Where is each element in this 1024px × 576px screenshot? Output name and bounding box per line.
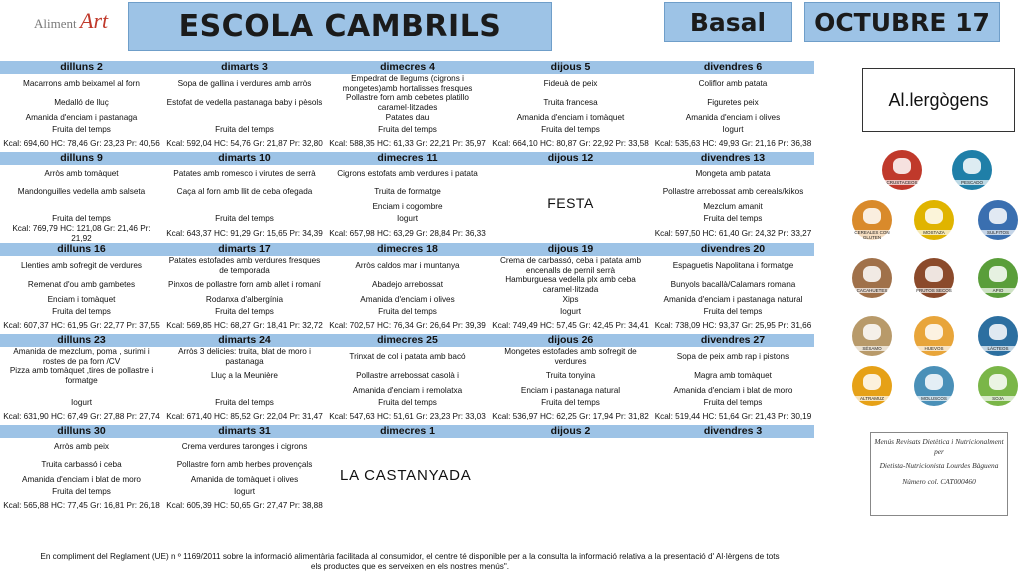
nut-icon (914, 258, 954, 298)
egg-icon (914, 316, 954, 356)
dish-cell: Mongetes estofades amb sofregit de verdures (504, 347, 637, 366)
event-label: LA CASTANYADA (340, 467, 472, 485)
milk-icon (978, 316, 1018, 356)
menu-row (0, 397, 814, 408)
day-header: dimecres 4 (326, 61, 489, 74)
nutrition-cell: Kcal: 605,39 HC: 50,65 Gr: 27,47 Pr: 38,88 (166, 500, 323, 510)
soy-icon (978, 366, 1018, 406)
dish-cell: Pollastre forn amb cebetes platillo caramel·litzades (346, 93, 469, 112)
menu-row (0, 385, 814, 397)
day-header: dijous 2 (489, 425, 652, 438)
shrimp-icon (882, 150, 922, 190)
dish-cell: Patates amb romesco i virutes de serrà (173, 169, 316, 179)
dish-cell: Iogurt (560, 306, 581, 316)
menu-row (0, 347, 814, 366)
icon-glyph (925, 266, 943, 282)
dish-cell: Mezclum amanit (703, 202, 763, 212)
menu-row (0, 317, 814, 334)
icon-glyph (863, 208, 881, 224)
day-header: divendres 27 (652, 334, 814, 347)
dish-cell: Fruita del temps (703, 306, 763, 316)
dish-cell: Mandonguilles vedella amb salseta (17, 187, 146, 197)
dish-cell: Figuretes peix (707, 97, 759, 107)
dish-cell: Patates estofades amb verdures fresques de temporada (168, 256, 321, 275)
icon-glyph (925, 374, 943, 390)
dish-cell: Abadejo arrebossat (371, 279, 443, 289)
dish-cell: Fruita del temps (52, 306, 111, 316)
dish-cell: Lluç a la Meunière (211, 370, 278, 380)
allergen-label: CEREALES CON GLUTEN (846, 230, 898, 240)
weekly-menu-table (0, 61, 814, 514)
nutrition-cell: Kcal: 547,63 HC: 51,61 Gr: 23,23 Pr: 33,03 (329, 411, 486, 421)
dish-cell: Amanida d'enciam i olives (685, 113, 781, 123)
dish-cell: Fruita del temps (215, 213, 274, 223)
dish-cell: Fruita del temps (703, 397, 763, 407)
icon-glyph (989, 324, 1007, 340)
menu-row (0, 183, 814, 201)
dish-cell (163, 112, 326, 124)
dish-cell: Macarrons amb beixamel al forn (23, 78, 140, 88)
menu-row (0, 306, 814, 317)
nutrition-cell: Kcal: 749,49 HC: 57,45 Gr: 42,45 Pr: 34,41 (492, 320, 649, 330)
allergen-label: SÉSAMO (846, 346, 898, 351)
dish-cell: Amanida de tomàquet i olives (190, 475, 299, 485)
nutrition-cell: Kcal: 592,04 HC: 54,76 Gr: 21,87 Pr: 32,80 (166, 138, 323, 148)
dish-cell: Arròs caldos mar i muntanya (355, 260, 460, 270)
dish-cell: Amanida d'enciam i blat de moro (673, 386, 793, 396)
menu-row (0, 224, 814, 243)
menu-row (0, 135, 814, 152)
day-header: dimecres 25 (326, 334, 489, 347)
day-header: dimarts 10 (163, 152, 326, 165)
allergen-label: ALTRAMUZ (846, 396, 898, 401)
nutrition-cell: Kcal: 769,79 HC: 121,08 Gr: 21,46 Pr: 21,92 (12, 224, 151, 243)
dish-cell: Patates dau (385, 113, 430, 123)
dish-cell (0, 201, 163, 213)
day-header: dimecres 11 (326, 152, 489, 165)
dish-cell: Xips (562, 295, 579, 305)
dish-cell: Estofat de vedella pastanaga baby i pèsols (166, 97, 323, 107)
dish-cell: Fruita del temps (215, 124, 274, 134)
menu-row (0, 366, 814, 385)
dish-cell: Enciam i cogombre (372, 202, 443, 212)
dish-cell: Crema de carbassó, ceba i patata amb encenalls de pernil serrà (499, 256, 642, 275)
allergen-label: PESCADO (946, 180, 998, 185)
allergen-label: MOLUSCOS (908, 396, 960, 401)
allergen-label: LÁCTEOS (972, 346, 1024, 351)
day-header: dijous 26 (489, 334, 652, 347)
day-header: dimecres 1 (326, 425, 489, 438)
nutrition-cell: Kcal: 565,88 HC: 77,45 Gr: 16,81 Pr: 26,18 (3, 500, 160, 510)
credit-line-2: Dietista-Nutricionista Lourdes Bàguena (879, 461, 999, 470)
icon-glyph (989, 208, 1007, 224)
dish-cell: Fruita del temps (215, 397, 274, 407)
shell-icon (914, 366, 954, 406)
icon-glyph (863, 324, 881, 340)
dish-cell: Pollastre forn amb herbes provençals (176, 460, 313, 470)
month-label: OCTUBRE 17 (814, 7, 990, 37)
peanut-icon (852, 258, 892, 298)
alimentart-logo (34, 8, 118, 38)
day-header: dimarts 3 (163, 61, 326, 74)
dish-cell: Empedrat de llegums (cigrons i mongetes)amb hortalisses fresques (342, 74, 473, 93)
dish-cell: Fruita del temps (703, 213, 763, 223)
dish-cell: Bunyols bacallà/Calamars romana (670, 279, 796, 289)
dish-cell: Amanida de mezclum, poma , surimi i rostes de pa forn /CV (13, 347, 150, 366)
menu-row (0, 294, 814, 306)
dish-cell: Iogurt (722, 124, 744, 134)
menu-type-box (664, 2, 792, 42)
nutrition-cell: Kcal: 694,60 HC: 78,46 Gr: 23,23 Pr: 40,56 (3, 138, 160, 148)
menu-row (0, 438, 814, 456)
dish-cell: Pizza amb tomàquet ,tires de pollastre i formatge (9, 366, 154, 385)
allergen-label: MOSTAZA (908, 230, 960, 235)
dish-cell: Cigrons estofats amb verdures i patata (337, 169, 478, 179)
dish-cell: Hamburguesa vedella plx amb ceba caramel·litzada (505, 275, 636, 294)
dish-cell: Pollastre arrebossat casolà i (356, 370, 459, 380)
week-header-row (0, 152, 814, 165)
day-header: dimecres 18 (326, 243, 489, 256)
icon-glyph (863, 266, 881, 282)
dietitian-credit (870, 432, 1008, 516)
dish-cell: Arròs amb tomàquet (44, 169, 119, 179)
dish-cell (0, 385, 163, 397)
icon-glyph (963, 158, 981, 174)
dish-cell: Sopa de peix amb rap i pistons (676, 351, 790, 361)
day-header: dimarts 31 (163, 425, 326, 438)
nutrition-cell: Kcal: 519,44 HC: 51,64 Gr: 21,43 Pr: 30,19 (654, 411, 812, 421)
menu-row (0, 256, 814, 275)
dish-cell: Enciam i pastanaga natural (520, 386, 621, 396)
dish-cell: Amanida d'enciam i pastanaga (25, 113, 138, 123)
dish-cell: Amanida d'enciam i remolatxa (352, 386, 463, 396)
dish-cell: Amanida d'enciam i pastanaga natural (663, 295, 803, 305)
credit-line-3: Número col. CAT000460 (902, 477, 976, 486)
allergen-label: APIO (972, 288, 1024, 293)
dish-cell: Fruita del temps (541, 397, 600, 407)
dish-cell: Fideuà de peix (543, 78, 598, 88)
dish-cell: Truita carbassó i ceba (41, 460, 122, 470)
nutrition-cell: Kcal: 664,10 HC: 80,87 Gr: 22,92 Pr: 33,58 (492, 138, 649, 148)
nutrition-cell: Kcal: 535,63 HC: 49,93 Gr: 21,16 Pr: 36,38 (654, 138, 812, 148)
fish-icon (952, 150, 992, 190)
dish-cell (163, 385, 326, 397)
dish-cell: Crema verdures taronges i cigrons (181, 442, 308, 452)
allergen-legal-notice: En compliment del Reglament (UE) n º 1169/2011 sobre la informació alimentària facilitada al consumidor, el centre té disponible per a la consulta la informació relativa a la presentació d' Al·lèrgens de tots els productes que es serveixen en els nostres menús". (40, 552, 780, 571)
icon-glyph (893, 158, 911, 174)
dish-cell: Pollastre arrebossat amb cereals/kikos (662, 187, 804, 197)
celery-icon (978, 258, 1018, 298)
icon-glyph (989, 374, 1007, 390)
nutrition-cell: Kcal: 643,37 HC: 91,29 Gr: 15,65 Pr: 34,39 (166, 228, 323, 238)
dish-cell: Iogurt (234, 486, 255, 496)
menu-row (0, 112, 814, 124)
month-box (804, 2, 1000, 42)
allergen-label: SOJA (972, 396, 1024, 401)
day-header: dijous 12 (489, 152, 652, 165)
nutrition-cell: Kcal: 597,50 HC: 61,40 Gr: 24,32 Pr: 33,27 (654, 228, 812, 238)
allergen-label: FRUTOS SECOS (908, 288, 960, 293)
dish-cell: Llenties amb sofregit de verdures (20, 260, 143, 270)
logo-text: Aliment (34, 16, 77, 31)
nutrition-cell: Kcal: 569,85 HC: 68,27 Gr: 18,41 Pr: 32,72 (166, 320, 323, 330)
dish-cell: Arròs 3 delicies: truita, blat de moro i pastanaga (178, 347, 311, 366)
dish-cell: Magra amb tomàquet (694, 370, 772, 380)
dish-cell: Fruita del temps (378, 397, 437, 407)
nutrition-cell: Kcal: 671,40 HC: 85,52 Gr: 22,04 Pr: 31,47 (166, 411, 323, 421)
allergen-label: HUEVOS (908, 346, 960, 351)
dish-cell: Amanida d'enciam i blat de moro (22, 475, 141, 485)
day-header: divendres 3 (652, 425, 814, 438)
icon-glyph (925, 208, 943, 224)
icon-glyph (863, 374, 881, 390)
week-header-row (0, 425, 814, 438)
allergens-title: Al.lergògens (888, 89, 989, 110)
week-header-row (0, 243, 814, 256)
day-header: dilluns 23 (0, 334, 163, 347)
mustard-icon (914, 200, 954, 240)
dish-cell: Caça al forn amb llit de ceba ofegada (176, 187, 313, 197)
sulphite-icon (978, 200, 1018, 240)
menu-type: Basal (689, 7, 767, 37)
day-header: dilluns 2 (0, 61, 163, 74)
holiday-label: FESTA (547, 195, 594, 212)
menu-row (0, 408, 814, 425)
day-header: dilluns 16 (0, 243, 163, 256)
dish-cell: Amanida d'enciam i tomàquet (516, 113, 625, 123)
dish-cell: Pinxos de pollastre forn amb allet i romaní (168, 279, 321, 289)
allergen-label: CACAHUETES (846, 288, 898, 293)
credit-line-1: Menús Revisats Dietètica i Nutricionalment per (874, 437, 1004, 456)
menu-row (0, 124, 814, 135)
dish-cell: Mongeta amb patata (695, 169, 771, 179)
day-header: divendres 13 (652, 152, 814, 165)
dish-cell: Amanida d'enciam i olives (360, 295, 455, 305)
nutrition-cell: Kcal: 657,98 HC: 63,29 Gr: 28,84 Pr: 36,33 (329, 228, 486, 238)
dish-cell: Truita francesa (543, 97, 598, 107)
day-header: dilluns 30 (0, 425, 163, 438)
dish-cell: Fruita del temps (52, 213, 111, 223)
menu-row (0, 275, 814, 294)
dish-cell: Rodanxa d'albergínia (205, 295, 284, 305)
dish-cell: Trinxat de col i patata amb bacó (349, 351, 466, 361)
day-header: dilluns 9 (0, 152, 163, 165)
dish-cell (163, 201, 326, 213)
logo-script: Art (80, 8, 109, 33)
dish-cell: Fruita del temps (378, 306, 437, 316)
day-header: divendres 6 (652, 61, 814, 74)
nutrition-cell: Kcal: 738,09 HC: 93,37 Gr: 25,95 Pr: 31,66 (654, 320, 812, 330)
icon-glyph (989, 266, 1007, 282)
dish-cell: Coliflor amb patata (698, 78, 768, 88)
nutrition-cell: Kcal: 588,35 HC: 61,33 Gr: 22,21 Pr: 35,97 (329, 138, 486, 148)
menu-row (0, 201, 814, 213)
dish-cell: Medalló de lluç (54, 97, 109, 107)
nutrition-cell: Kcal: 631,90 HC: 67,49 Gr: 27,88 Pr: 27,74 (3, 411, 160, 421)
nutrition-cell: Kcal: 536,97 HC: 62,25 Gr: 17,94 Pr: 31,82 (492, 411, 649, 421)
icon-glyph (925, 324, 943, 340)
wheat-icon (852, 200, 892, 240)
dish-cell: Enciam i tomàquet (47, 295, 116, 305)
week-header-row (0, 334, 814, 347)
school-title: ESCOLA CAMBRILS (178, 9, 502, 44)
dish-cell: Remenat d'ou amb gambetes (27, 279, 136, 289)
dish-cell: Truita tonyina (545, 370, 596, 380)
day-header: dimarts 17 (163, 243, 326, 256)
day-header: dijous 5 (489, 61, 652, 74)
dish-cell: Truita de formatge (374, 187, 441, 197)
dish-cell: Fruita del temps (52, 486, 111, 496)
nutrition-cell: Kcal: 607,37 HC: 61,95 Gr: 22,77 Pr: 37,55 (3, 320, 160, 330)
dish-cell: Fruita del temps (378, 124, 437, 134)
menu-row (0, 165, 814, 183)
dish-cell: Fruita del temps (541, 124, 600, 134)
day-header: dijous 19 (489, 243, 652, 256)
week-header-row (0, 61, 814, 74)
sesame-icon (852, 316, 892, 356)
school-title-box (128, 2, 552, 51)
dish-cell: Fruita del temps (215, 306, 274, 316)
allergen-label: SULFITOS (972, 230, 1024, 235)
dish-cell: Fruita del temps (52, 124, 111, 134)
dish-cell: Sopa de gallina i verdures amb arròs (177, 78, 312, 88)
lupin-icon (852, 366, 892, 406)
day-header: dimarts 24 (163, 334, 326, 347)
day-header: divendres 20 (652, 243, 814, 256)
dish-cell: Iogurt (71, 397, 92, 407)
menu-row (0, 93, 814, 112)
dish-cell: Espaguetis Napolitana i formatge (672, 260, 794, 270)
allergens-title-box (862, 68, 1015, 132)
allergen-label: CRUSTACEOS (876, 180, 928, 185)
menu-row (0, 213, 814, 224)
dish-cell: Iogurt (397, 213, 418, 223)
dish-cell: Arròs amb peix (53, 442, 110, 452)
nutrition-cell: Kcal: 702,57 HC: 76,34 Gr: 26,64 Pr: 39,39 (329, 320, 486, 330)
menu-row (0, 74, 814, 93)
